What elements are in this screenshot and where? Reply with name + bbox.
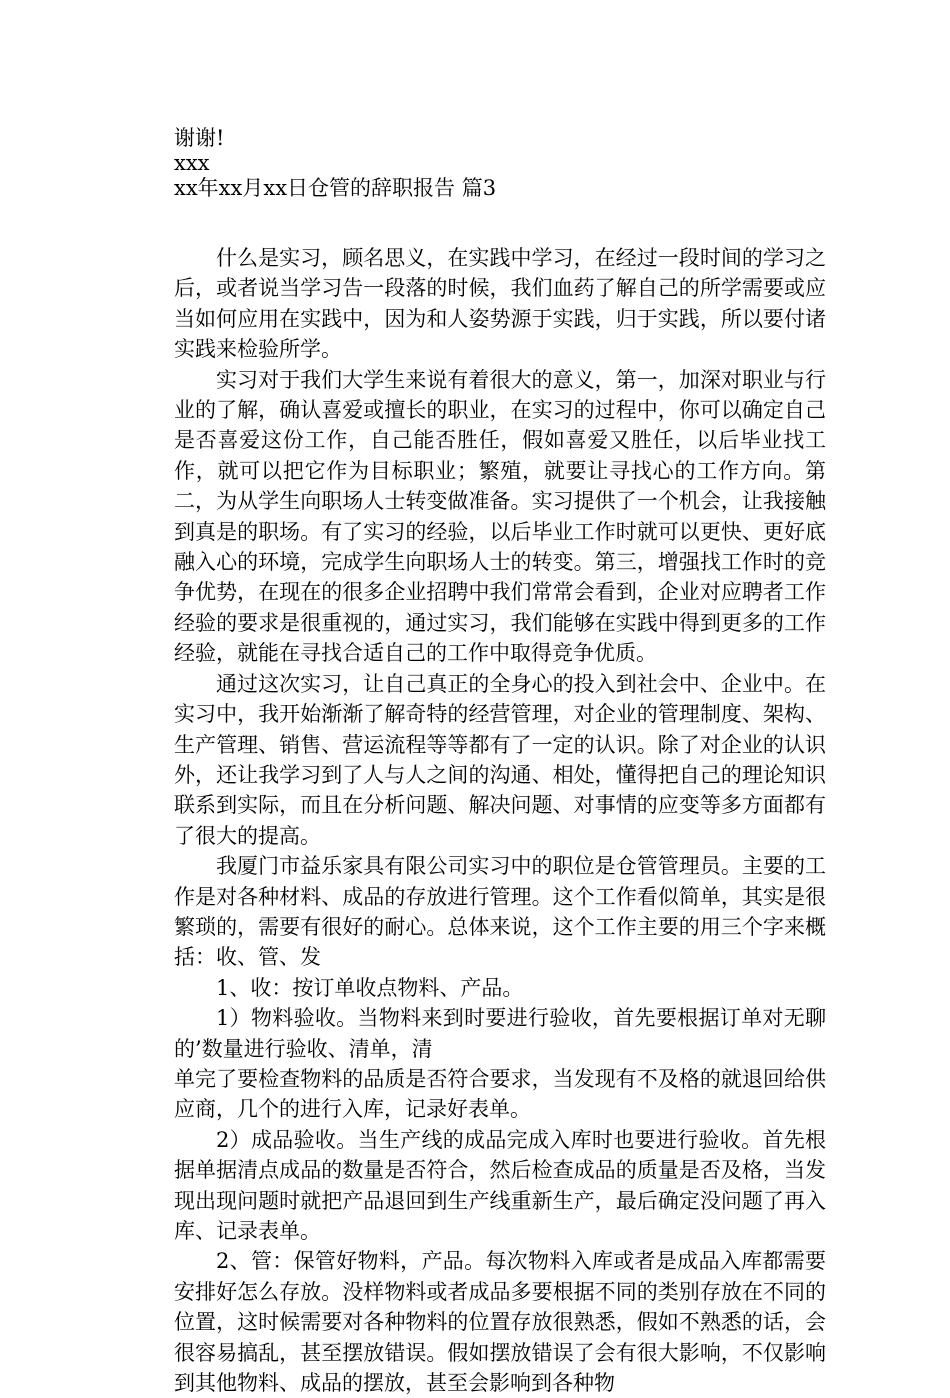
paragraph-position-description: 我厦门市益乐家具有限公司实习中的职位是仓管管理员。主要的工作是对各种材料、成品的存放进行管理。这个工作看似简单，其实是很繁琐的，需要有很好的耐心。总体来说，这个工作主要的用三个字来概括：收、管、发 bbox=[174, 854, 826, 970]
thanks-line: 谢谢! bbox=[174, 126, 225, 150]
paragraph-material-inspection-continued: 单完了要检查物料的品质是否符合要求，当发现有不及格的就退回给供应商，几个的进行入库，记录好表单。 bbox=[174, 1066, 826, 1122]
paragraph-internship-meaning: 实习对于我们大学生来说有着很大的意义，第一，加深对职业与行业的了解，确认喜爱或擅长的职业，在实习的过程中，你可以确定自己是否喜爱这份工作，自己能否胜任，假如喜爱又胜任，以后毕业找工作，就可以把它作为目标职业；繁殖，就要让寻找心的工作方向。第二，为从学生向职场人士转变做准备。实习提供了一个机会，让我接触到真是的职场。有了实习的经验，以后毕业工作时就可以更快、更好底融入心的环境，完成学生向职场人士的转变。第三，增强找工作时的竞争优势，在现在的很多企业招聘中我们常常会看到，企业对应聘者工作经验的要求是很重视的，通过实习，我们能够在实践中得到更多的工作经验，就能在寻找合适自己的工作中取得竞争优质。 bbox=[174, 367, 826, 666]
signature-name: xxx bbox=[174, 151, 210, 175]
paragraph-manage-storage: 2、管：保管好物料，产品。每次物料入库或者是成品入库都需要安排好怎么存放。没样物料或者成品多要根据不同的类别存放在不同的位置，这时候需要对各种物料的位置存放很熟悉，假如不熟悉的话，会很容易搞乱，甚至摆放错误。假如摆放错误了会有很大影响，不仅影响到其他物料、成品的摆放，甚至会影响到各种物 bbox=[174, 1249, 826, 1396]
paragraph-product-inspection: 2）成品验收。当生产线的成品完成入库时也要进行验收。首先根据单据清点成品的数量是否符合，然后检查成品的质量是否及格，当发现出现问题时就把产品退回到生产线重新生产，最后确定没问题了再入库、记录表单。 bbox=[174, 1127, 826, 1243]
paragraph-what-is-internship: 什么是实习，顾名思义，在实践中学习，在经过一段时间的学习之后，或者说当学习告一段落的时候，我们血药了解自己的所学需要或应当如何应用在实践中，因为和人姿势源于实践，归于实践，所以要付诸实践来检验所学。 bbox=[174, 246, 826, 362]
paragraph-material-inspection: 1）物料验收。当物料来到时要进行验收，首先要根据订单对无聊的’数量进行验收、清单，清 bbox=[174, 1006, 826, 1061]
paragraph-receive-heading: 1、收：按订单收点物料、产品。 bbox=[216, 975, 524, 1000]
letter-closing bbox=[174, 126, 834, 201]
document-body bbox=[174, 243, 826, 1398]
date-title-line: xx年xx月xx日仓管的辞职报告 篇3 bbox=[174, 176, 497, 200]
paragraph-internship-experience: 通过这次实习，让自己真正的全身心的投入到社会中、企业中。在实习中，我开始渐渐了解奇特的经营管理，对企业的管理制度、架构、生产管理、销售、营运流程等等都有了一定的认识。除了对企业的认识外，还让我学习到了人与人之间的沟通、相处，懂得把自己的理论知识联系到实际，而且在分析问题、解决问题、对事情的应变等多方面都有了很大的提高。 bbox=[174, 671, 826, 848]
